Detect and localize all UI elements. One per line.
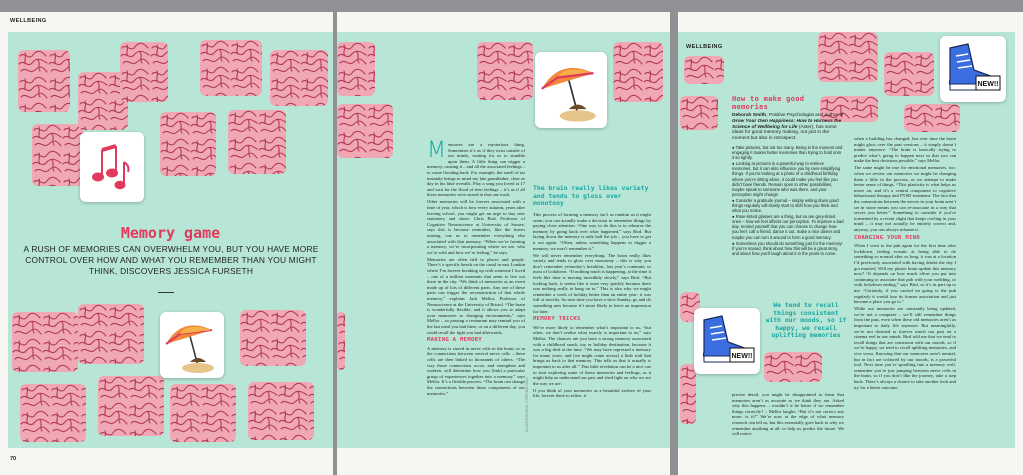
title-rule (158, 292, 174, 293)
left-page (0, 12, 333, 475)
music-notes-icon (80, 132, 144, 202)
subheading: CHANGING YOUR MIND (854, 234, 921, 241)
brain-card (270, 50, 328, 106)
brain-card (680, 96, 718, 130)
list-item: ● Take pictures, but not too many. Being in the moment and engaging it makes better memories than trying to hold onto it so tightly. (732, 144, 843, 161)
paragraph: When I went to the pub again for the first time after lockdown, feeling ecstatic at being able to do something so normal after so long, it was at a location I’d previously associated with having drinks the day I got married. Will my plastic brain update this memory now? “It depends on how much effort you put into continuing to associate that pub with your wedding, or with lockdown ending,” says Bird, so it’s in part up to me. “Certainly, if you carried on going to the pub regularly it would lose its former association and just become a place you go to.” (854, 243, 956, 305)
brain-card (228, 110, 286, 174)
box-heading: How to make good memories (732, 95, 805, 111)
brain-card (32, 124, 84, 186)
right-page (678, 12, 1023, 475)
middle-page (337, 12, 670, 475)
drop-cap: M (427, 138, 446, 163)
brain-card (904, 104, 960, 132)
brain-card (337, 312, 345, 370)
list-item: ● Looking at pictures is a powerful way to retrieve memories, but it can also influence you by over-simplifying things. If you’re looking at a photo of a childhood birthday where you’re sitting alone, it could make you feel like you didn’t have friends. Remain open to other possibilities, maybe speak to someone who was there, and your perception might change. (732, 161, 841, 197)
brain-card (170, 384, 236, 442)
pull-quote: We tend to recall things consistent with our moods, so if happy, we recall uplifting memories (765, 301, 847, 340)
body-column-2 (533, 212, 651, 401)
list-item: ● Rose-tinted glasses are a thing, but so are grey-tinted ones – how we feel affects our perception. To improve a bad day, remind yourself that you can choose to change how you feel: call a friend, dance it out, make a nice dinner and maybe you can turn it around to form a good memory. (732, 214, 844, 240)
brain-card (884, 52, 934, 96)
subheading: MEMORY TRICKS (533, 316, 581, 323)
brain-card (337, 42, 375, 96)
brain-card (98, 376, 164, 436)
brain-card (120, 42, 168, 102)
brain-card (818, 32, 878, 82)
sneaker-tile (694, 308, 760, 374)
section-tag: WELLBEING (10, 18, 47, 24)
standfirst: A RUSH OF MEMORIES CAN OVERWHELM YOU, BUT YOU HAVE MORE CONTROL OVER HOW AND WHAT YOU REMEMBER THAN YOU MIGHT THINK, DISCOVERS JESSICA FURSETH (23, 244, 319, 276)
sneaker-icon (940, 36, 1006, 102)
page-number: 70 (10, 456, 17, 462)
brain-card (18, 50, 70, 112)
list-item: ● Sometimes you should do something just for the memory! If you’re scared, think about how this will be a great story, and about how you’ll laugh about it in the years to come. (732, 240, 843, 256)
paragraph: We will never remember everything. The brain really likes variety and tends to gloss over monotony – this is why you don’t remember yesterday’s breakfast, last year’s commute, or most of lockdown. “If nothing much is happening, at the time it feels like time is moving incredibly slowly,” says Bird. “But looking back, it seems like it went very quickly because there was nothing really to hang on to.” This is also why we might remember a week of holiday better than an entire year: it was full of novelty. So next time you have a slow Sunday, go and do something new because it’s more likely to leave an impression for later. (533, 252, 651, 314)
paragraph: when a building has changed, but over time the brain might gloss over the past versions – it simply doesn’t matter anymore. “The brain is basically trying to predict what’s going to happen next so that you can make the best decisions possible,” says Mellor. (854, 136, 956, 164)
paragraph: The same might be true for emotional memories, too: when we review our memories we might be changing them a little in the process, as we attempt to make better sense of things. “This plasticity is what helps us move on, and it’s a central component to cognitive behavioural therapy and PTSD treatment. The fact that the connections between the nerves in your brain aren’t set in stone means you can re-associate in a way that serves you better.” Something to consider if you’re tormented by a recent slight that keeps circling in your mind – it may not actually be entirely correct and, anyway, you can always reframe it. (854, 165, 956, 232)
body-column-3 (732, 392, 844, 438)
brain-card (78, 304, 144, 364)
brain-card (477, 42, 533, 100)
sneaker-icon (694, 308, 760, 374)
brain-card (12, 312, 78, 372)
brain-card (764, 352, 822, 382)
paragraph: Memories are often tied to places and people. There’s a specific bench on the canal in east London where I’m forever breaking up with someone I loved – one of a million moments that seem to live out there in the city. “We think of memories as an event made up of lots of different parts. Any one of these parts can trigger the reconstruction of that whole memory,” explains Jack Mellor, Professor of Neuroscience at the University of Bristol. “The brain is wonderfully flexible, and it allows you to adapt your memories to changing environments,” says Mellor – so passing a restaurant may remind you of the last meal you had there, or on a different day, you could recall the fight you had afterwards. (427, 256, 525, 335)
brain-card (200, 40, 262, 96)
box-column (732, 92, 844, 257)
sneaker-tile (940, 36, 1006, 102)
beach-umbrella-tile (535, 52, 607, 128)
music-notes-tile (80, 132, 144, 202)
illustration-credit: ILLUSTRATIONS: STEPHEN HALL (525, 376, 529, 432)
beach-umbrella-icon (535, 52, 607, 128)
paragraph: A memory is stored in nerve cells in the brain, or in the connections between several nerve cells – these cells are then linked to thousands of others. “The way those connections occur, and strengthen and weaken, will determine how you [link] a particular group of experiences together into a memory,” says Mellor. It’s a flexible process. “The brain can change the connections between those components of our memories.” (427, 345, 525, 396)
page-title: Memory game (120, 224, 221, 242)
section-tag: WELLBEING (686, 44, 723, 50)
body-column-4 (854, 136, 956, 392)
brain-card (613, 42, 663, 102)
paragraph: We’re more likely to remember what’s important to us, “but often, we don’t realise what exactly is important to us,” says Mellor. The chances are you have a strong memory associated with a childhood snack, toy or holiday destination, because it was a big deal at the time. “We may have repressed a memory for many years, and [we might come across] a little trail that brings us back to that memory. This tells us that it actually is important to us after all.” This little revelation can be a nice cue to start exploring some of those memories and feelings, as it might help us understand our past and shed light on why we are the way we are. (533, 324, 651, 386)
sneaker-label: NEW!! (731, 353, 753, 360)
brain-card (248, 382, 314, 440)
brain-card (20, 384, 86, 442)
brain-card (160, 112, 216, 176)
paragraph: precise detail, you might be disappointed to learn that memories aren’t as accurate as we think they are. Asked why this happens – wouldn’t it be better if we remember things correctly? – Mellor laughs: “But it’s not correct any more, is it?” We’re now at the edge of what memory research can tell us, but this essentially goes back to why we remember anything at all: to help us predict the future. We will notice (732, 392, 844, 437)
list-item: ● Consider a gratitude journal – simply writing down good things regularly will slowly start to shift how you think and what you notice. (732, 197, 839, 214)
body-column-1: Memories are a mysterious thing. Sometimes it’s as if they exist outside of our minds, waiting for us to stumble upon them. A little thing can trigger a memory, causing it – and all the associated feelings – to come flooding back. For example, the smell of tar instantly brings to mind my late grandfather, clear as day in his blue overalls. Play a song you loved at 17 and wait for the flood of teen feelings – it’s as if all those memories were stored in that one track. Other memories will be forever associated with a time of year, which is how every autumn, years after leaving school, you might get an urge to buy new stationery and shoes. Chris Bird, Professor of Cognitive Neuroscience at University of Sussex, says this is because reminders, like the leaves turning, cue us to remember everything else associated with that memory. “When we’re forming a memory, we’re incorporating where we are, who we’re with and how we’re feeling,” he says. Memories are often tied to places and people. There’s a specific bench on the canal in east London where I’m forever breaking up with someone I loved – one of a million moments that seem to live out there in the city. “We think of memories as an event made up of lots of different parts. Any one of these parts can trigger the reconstruction of that whole memory,” explains Jack Mellor, Professor of Neuroscience at the University of Bristol. “The brain is wonderfully flexible, and it allows you to adapt your memories to changing environments,” says Mellor – so passing a restaurant may remind you of the last meal you had there, or on a different day, you could recall the fight you had afterwards. MAKING A MEMORY A memory is stored in nerve cells in the brain, or in the connections between several nerve cells – these cells are then linked to thousands of others. “The way those connections occur, and strengthen and weaken, will determine how you [link] a particular group of experiences together into a memory,” says Mellor. It’s a flexible process. “The brain can change the connections between those components of our memories.” (427, 138, 525, 396)
paragraph: Other memories will be forever associated with a time of year, which is how every autumn, years after leaving school, you might get an urge to buy new stationery and shoes. Chris Bird, Professor of Cognitive Neuroscience at University of Sussex, says this is because reminders, like the leaves turning, cue us to remember everything else associated with that memory. “When we’re forming a memory, we’re incorporating where we are, who we’re with and how we’re feeling,” he says. (427, 199, 525, 255)
tips-list (732, 145, 844, 256)
box-intro: Deborah Smith, Positive Psychologist and author of Grow Your Own Happiness: How to Harness the Science of Wellbeing for Life (Aster), has some ideas for good memory making, not just in the moment but also in retrospect. (732, 113, 844, 142)
beach-umbrella-tile (160, 312, 224, 378)
sneaker-label: NEW!! (977, 81, 999, 88)
paragraph: While our memories are constantly being updated, we’re not a computer – we’ll still remember things from the past, even when these old memories aren’t as important to daily life anymore. But meaningfully, we’re not doomed to forever watch our past on a cinema reel in our minds. Bird told me that we tend to recall things that are consistent with our moods, so if we’re happy, we tend to recall uplifting memories, and vice versa. Knowing that our memories aren’t neutral, but in fact are coloured by our moods, is a powerful tool. Next time you’re spiralling into a memory well, remember you’re just jumping between nerve cells in the brain, so if you don’t like the journey, take a step back. There’s always a chance to take another look and try for a better outcome. (854, 306, 956, 390)
brain-card (337, 104, 393, 158)
beach-umbrella-icon (160, 312, 224, 378)
brain-card (240, 310, 306, 366)
paragraph: If you think of your memories as a beautiful archive of your life, forever there to relive, it (533, 387, 651, 399)
pull-quote: The brain really likes variety and tends to gloss over monotony (533, 184, 649, 208)
brain-card (684, 56, 724, 84)
paragraph: This process of forming a memory isn’t as random as it might seem; you can actually make a decision to remember things by paying close attention. “One way to do this is to rehearse the memory by going back over what happened,” says Bird. But laying down the memory is only half the job – you have to get it out again. “Often, unless something happens to trigger a memory, we won’t remember it.” (533, 212, 651, 251)
subheading: MAKING A MEMORY (427, 337, 483, 344)
